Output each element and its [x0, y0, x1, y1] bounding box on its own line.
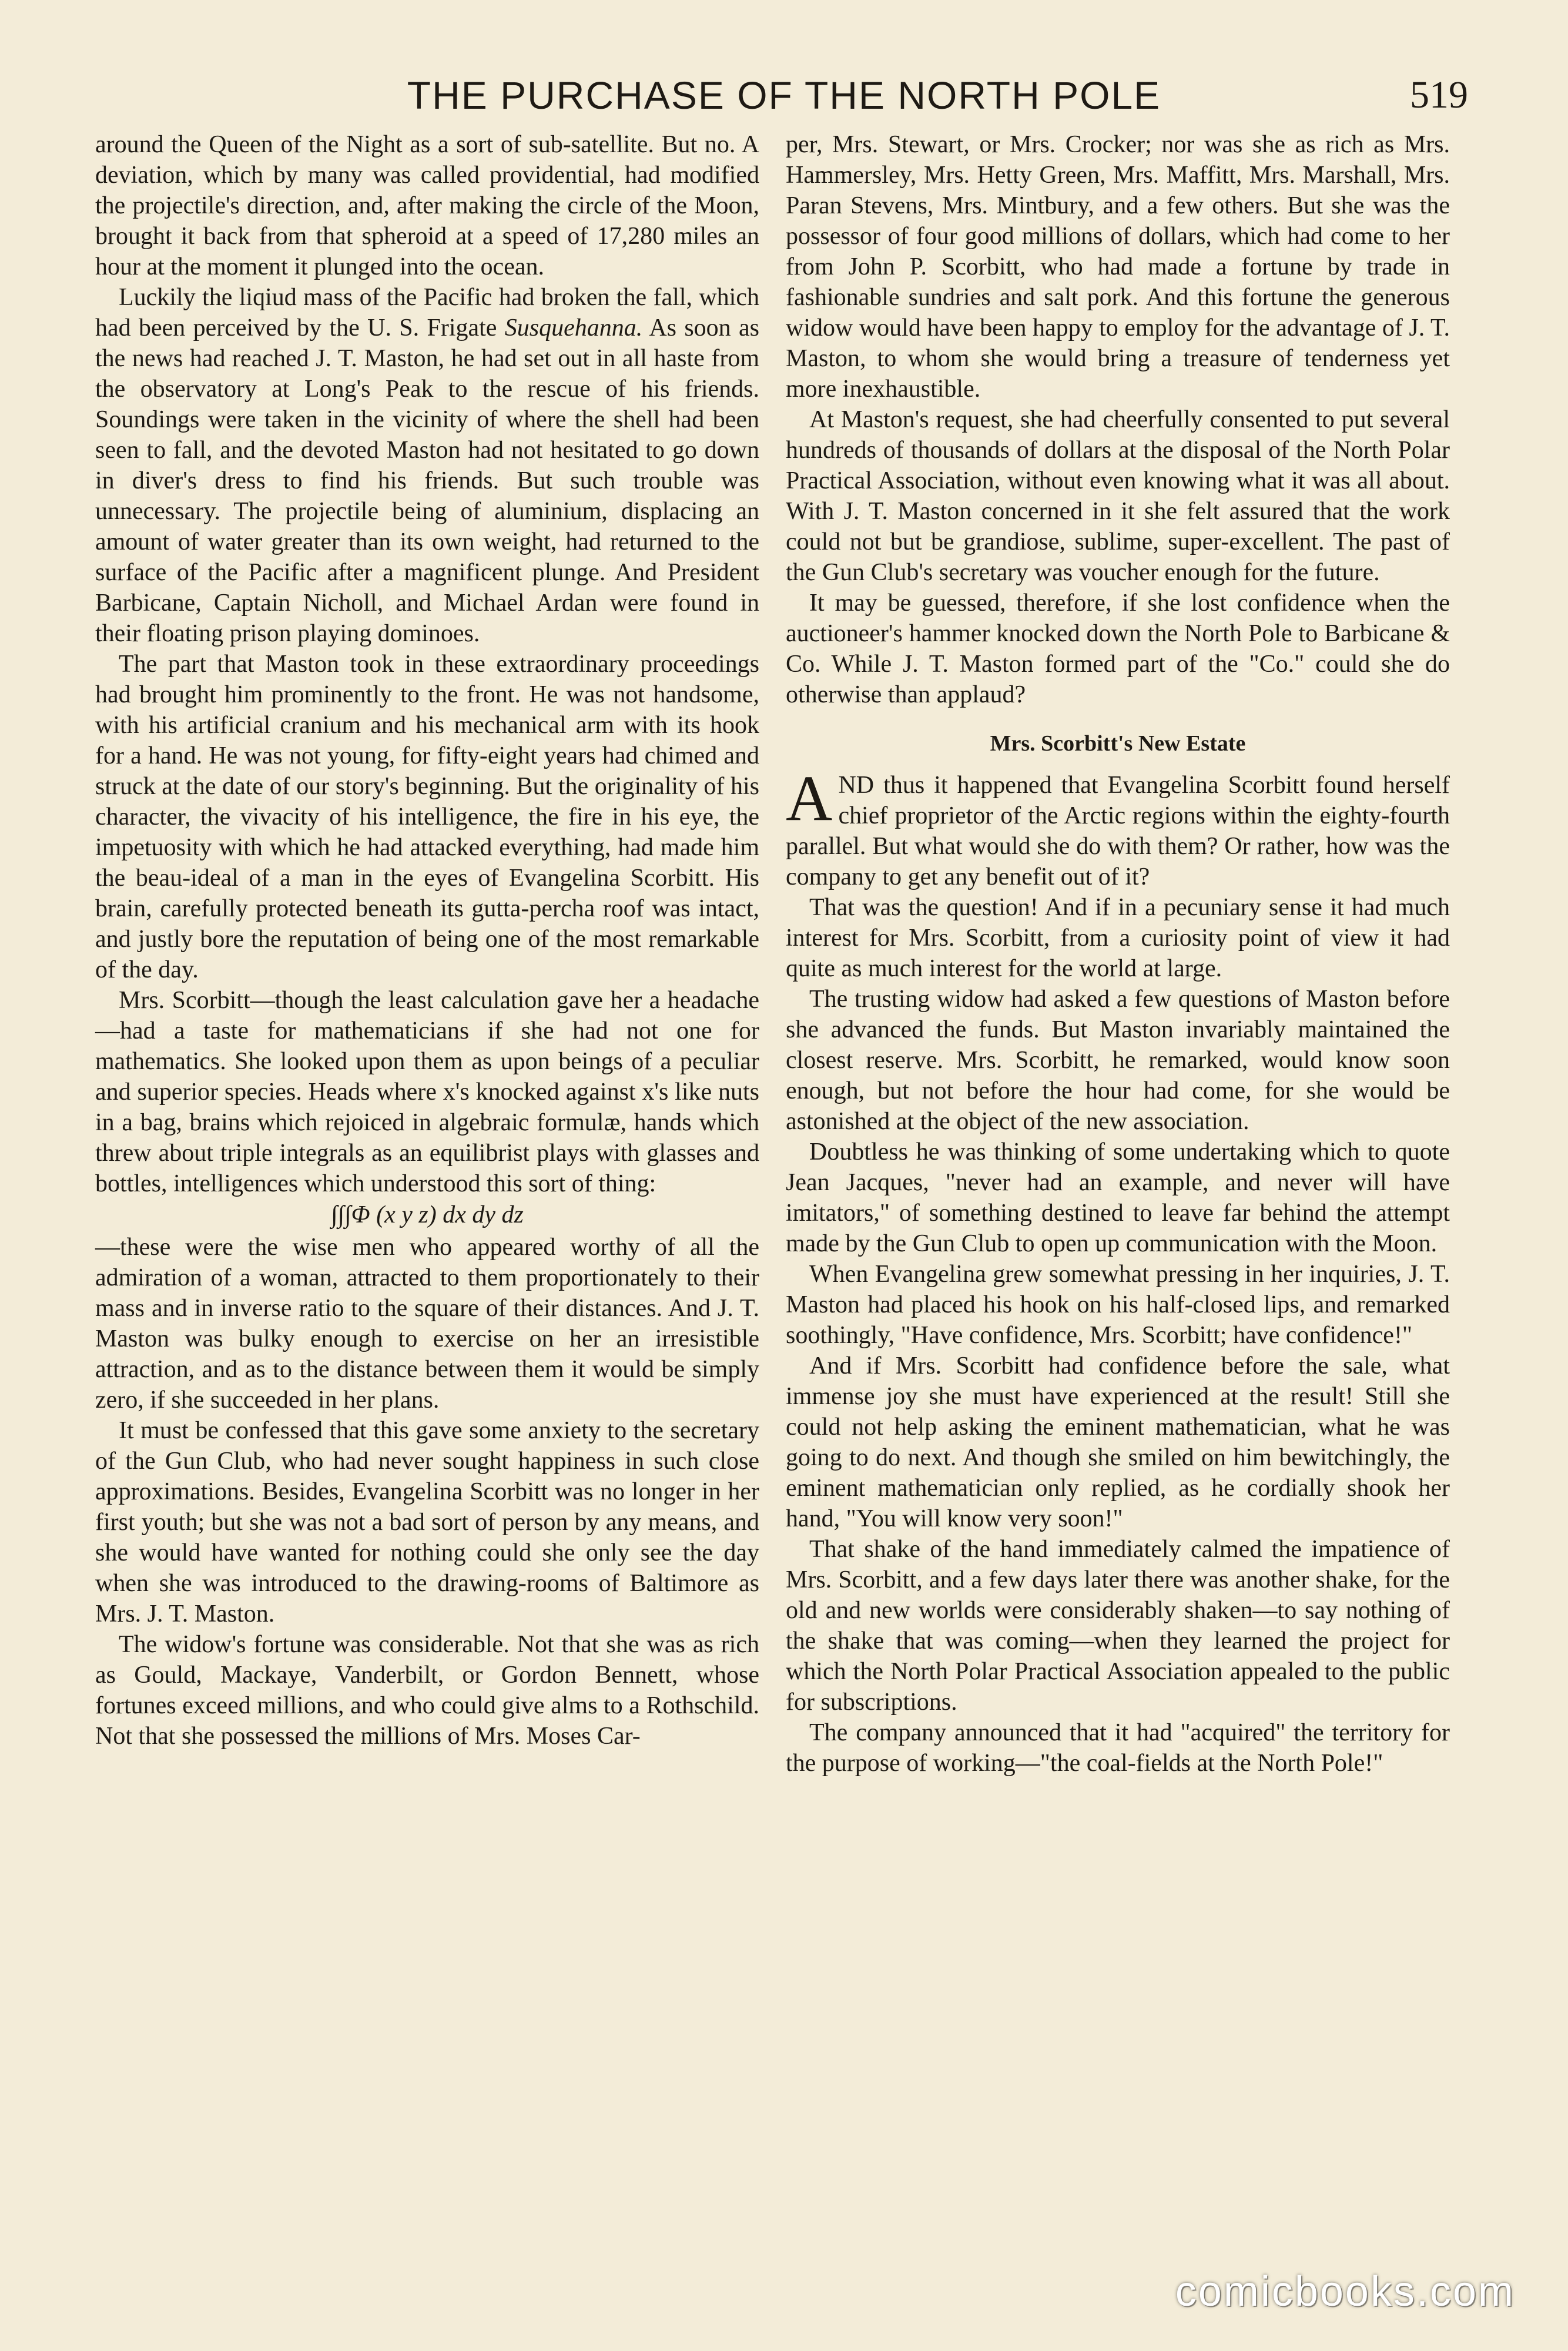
paragraph: Doubtless he was thinking of some undertaking which to quote Jean Jacques, "never had an example, and never will have imitators," of something destined to leave far behind the attempt made by the Gun Club to open up communication with the Moon.: [786, 1138, 1450, 1257]
paragraph: The trusting widow had asked a few questions of Maston before she advanced the funds. But Maston invariably maintained the closest reserve. Mrs. Scorbitt, he remarked, would know soon enough, but not before the hour had come, for she would be astonished at the object of the new association.: [786, 986, 1450, 1135]
paragraph: The widow's fortune was considerable. Not that she was as rich as Gould, Mackaye, Vanderbilt, or Gordon Bennett, whose fortunes exceed millions, and who could give alms to a Rothschild. Not that she possessed the millions of Mrs. Moses Car-: [95, 1631, 759, 1750]
paragraph: [786, 762, 1450, 892]
paragraph: It must be confessed that this gave some anxiety to the secretary of the Gun Club, who had never sought happiness in such close approximations. Besides, Evangelina Scorbitt was no longer in her first youth; but she was not a bad sort of person by any means, and she would have wanted for nothing could she only see the day when she was introduced to the drawing-rooms of Baltimore as Mrs. J. T. Maston.: [95, 1417, 759, 1627]
watermark: comicbooks.com: [1175, 2268, 1515, 2315]
small-caps-lead: ND: [838, 772, 875, 799]
text-run: thus it happened that Evangelina Scorbitt found herself chief proprietor of the Arctic regions within the eighty-fourth parallel. But what would she do with them? Or rather, how was the company to get any benefit out of it?: [786, 772, 1450, 890]
paragraph: The part that Maston took in these extraordinary proceedings had brought him prominently to the front. He was not handsome, with his artificial cranium and his mechanical arm with its hook for a hand. He was not young, for fifty-eight years had chimed and struck at the date of our story's beginning. But the originality of his character, the vivacity of his intelligence, the fire in his eye, the impetuosity with which he had attacked everything, had made him the beau-ideal of a man in the eyes of Evangelina Scorbitt. His brain, carefully protected beneath its gutta-percha roof was intact, and justly bore the reputation of being one of the most remarkable of the day.: [95, 651, 759, 983]
triple-integral-formula: ∫∫∫Φ (x y z) dx dy dz: [331, 1201, 524, 1228]
paragraph: —these were the wise men who appeared worthy of all the admiration of a woman, attracted to them proportionately to their mass and in inverse ratio to the square of their distances. And J. T. Maston was bulky enough to exercise on her an irresistible attraction, and as to the distance between them it would be simply zero, if she succeeded in her plans.: [95, 1234, 759, 1414]
paragraph: It may be guessed, therefore, if she lost confidence when the auctioneer's hammer knocked down the North Pole to Barbicane & Co. While J. T. Maston formed part of the "Co." could she do otherwise than applaud?: [786, 590, 1450, 708]
paragraph: [95, 282, 759, 649]
paragraph: per, Mrs. Stewart, or Mrs. Crocker; nor was she as rich as Mrs. Hammersley, Mrs. Hetty Green, Mrs. Maffitt, Mrs. Marshall, Mrs. Paran Stevens, Mrs. Mintbury, and a few others. But she was the possessor of four good millions of dollars, which had come to her from John P. Scorbitt, who had made a fortune by trade in fashionable sundries and salt pork. And this fortune the generous widow would have been happy to employ for the advantage of J. T. Maston, to whom she would bring a treasure of tenderness yet more inexhaustible.: [786, 131, 1450, 403]
paragraph: That shake of the hand immediately calmed the impatience of Mrs. Scorbitt, and a few days later there was another shake, for the old and new worlds were considerably shaken—to say nothing of the shake that was coming—when they learned the project for which the North Polar Practical Association appealed to the public for subscriptions.: [786, 1536, 1450, 1716]
left-column: [95, 129, 759, 1751]
right-column: [786, 129, 1450, 1779]
page-header: [88, 66, 1480, 130]
paragraph: And if Mrs. Scorbitt had confidence before the sale, what immense joy she must have experienced at the result! Still she could not help asking the eminent mathematician, what he was going to do next. And though she smiled on him bewitchingly, the eminent mathematician only replied, as he cordially shook her hand, "You will know very soon!": [786, 1352, 1450, 1532]
paragraph: At Maston's request, she had cheerfully consented to put several hundreds of thousands of dollars at the disposal of the North Polar Practical Association, without even knowing what it was all about. With J. T. Maston concerned in it she felt assured that the work could not but be grandiose, sublime, super-excellent. The past of the Gun Club's secretary was voucher enough for the future.: [786, 406, 1450, 586]
section-heading: Mrs. Scorbitt's New Estate: [990, 731, 1246, 756]
paragraph: around the Queen of the Night as a sort of sub-satellite. But no. A deviation, which by many was called providential, had modified the projectile's direction, and, after making the circle of the Moon, brought it back from that spheroid at a speed of 17,280 miles an hour at the moment it plunged into the ocean.: [95, 131, 759, 280]
running-title: THE PURCHASE OF THE NORTH POLE: [407, 73, 1161, 117]
text-run: Luckily the liqiud mass of the Pacific had broken the fall, which had been perceived by the U. S. Frigate: [95, 284, 759, 341]
paragraph: That was the question! And if in a pecuniary sense it had much interest for Mrs. Scorbitt, from a curiosity point of view it had quite as much interest for the world at large.: [786, 894, 1450, 982]
page-number: 519: [1410, 73, 1468, 116]
paragraph: When Evangelina grew somewhat pressing in her inquiries, J. T. Maston had placed his hook on his half-closed lips, and remarked soothingly, "Have confidence, Mrs. Scorbitt; have confidence!": [786, 1261, 1450, 1349]
text-run: As soon as the news had reached J. T. Maston, he had set out in all haste from the observatory at Long's Peak to the rescue of his friends. Soundings were taken in the vicinity of where the shell had been seen to fall, and the devoted Maston had not hesitated to go down in diver's dress to find his friends. But such trouble was unnecessary. The projectile being of aluminium, displacing an amount of water greater than its own weight, had returned to the surface of the Pacific after a magnificent plunge. And President Barbicane, Captain Nicholl, and Michael Ardan were found in their floating prison playing dominoes.: [95, 314, 759, 647]
paragraph: Mrs. Scorbitt—though the least calculation gave her a headache—had a taste for mathematicians if she had not one for mathematics. She looked upon them as upon beings of a peculiar and superior species. Heads where x's knocked against x's like nuts in a bag, brains which rejoiced in algebraic formulæ, hands which threw about triple integrals as an equilibrist plays with glasses and bottles, intelligences which understood this sort of thing:: [95, 987, 759, 1197]
paragraph: The company announced that it had "acquired" the territory for the purpose of working—"the coal-fields at the North Pole!": [786, 1719, 1450, 1777]
drop-cap: A: [786, 762, 833, 834]
ship-name: Susquehanna.: [504, 314, 643, 341]
